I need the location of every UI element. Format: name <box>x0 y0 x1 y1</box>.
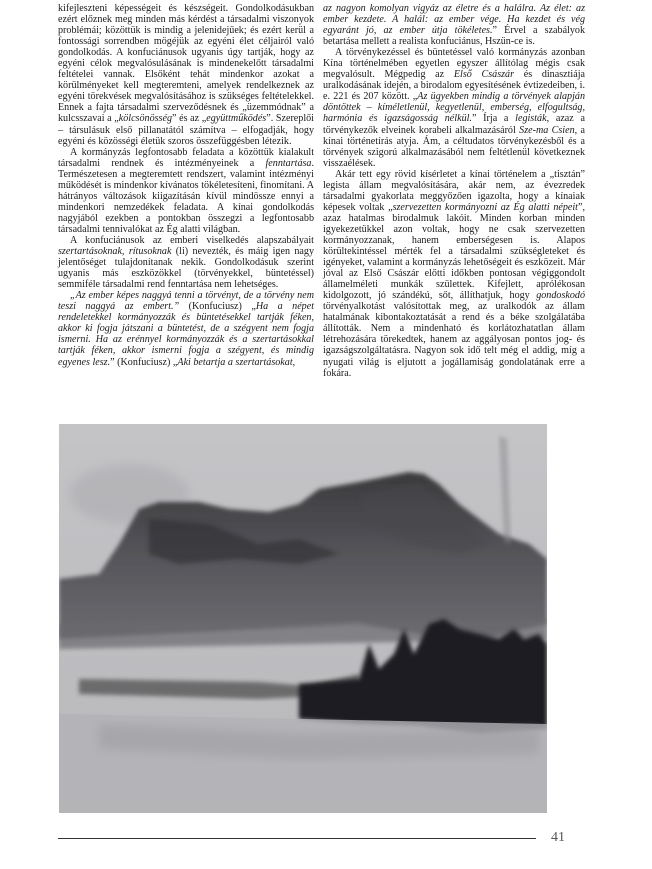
italic-text: szertartásoknak, rítusoknak <box>58 246 172 258</box>
left-text-column <box>58 3 314 368</box>
text-run: ” Érvel a szabályok betartása mellett a realista konfuciánus, Hszün-ce is. <box>323 25 586 48</box>
footer-rule <box>58 838 536 839</box>
text-run: A kormányzás legfontosabb feladata a közöttük kialakult társadalmi rendnek és intézményeinek a <box>58 146 314 169</box>
italic-text: az nagyon komolyan vigyáz az életre és a halálra. Az élet: az ember kezdete. A halál: az ember vége. Ha kezdet és vég egyaránt jó, az ember útja tökéletes. <box>323 3 585 37</box>
landscape-illustration-icon <box>59 424 547 813</box>
paragraph <box>58 147 314 235</box>
paragraph <box>323 47 585 169</box>
text-run: Akár tett egy rövid kísérletet a kínai történelem a „tisztán” legista állam megvalósítására, akár nem, az évezredek társadalmi gyakorlata meggyőzően igazolta, hogy a kínaiak képesek voltak „ <box>323 168 585 213</box>
paragraph <box>58 3 314 147</box>
text-run: kifejleszteni képességeit és készségeit. Gondolkodásukban ezért előznek meg minden más kérdést a társadalmi viszonyok problémái; közöttük is mindig a jelenidejűek; és ezért kerül a fontossági sorrendben mögéjük az egyéni élet céljairól való gondolkodás. A konfuciánusok ugyanis úgy tartják, hogy az egyéni célok megvalósulásának is mindenekelőtt társadalmi feltételei vannak. Elsőként tehát mindenkor azokat a körülményeket kell megteremteni, amelyek rendelkeznek az egyéni törekvések megvalósításához is szükséges feltételekkel. Ennek a fajta társadalmi szerveződésnek és „üzemmódnak” a kulcsszavai a „ <box>58 3 314 125</box>
text-run: ” és az „ <box>172 113 207 125</box>
text-run: (Konfuciusz) „ <box>179 301 256 313</box>
text-run: ” Írja a <box>471 113 516 125</box>
text-run: törvényalkotást valósítottak meg, az uralkodók az állam hatalmának kibontakoztatását a rend és a béke szolgálatába állították. Nem a mindenható és korlátozhatatlan állam létrehozására törekedtek, hanem az aggályosan pontos jog- és igazságszolgáltatásra. Nagyon sok idő telt még el addig, míg a nyugati világ is eljutott a jogállamiság gondolatának erre a fokára. <box>323 301 585 379</box>
text-run: , a kínai történetírás atyja. Ám, a céltudatos törvénykezésből és a törvények szigorú alkalmazásából nem feltétlenül következnek visszaélések. <box>323 124 585 169</box>
text-run: A konfuciánusok az emberi viselkedés alapszabályait <box>70 234 314 246</box>
text-run: ” (Konfuciusz) „ <box>110 356 178 368</box>
italic-text: Első Császár <box>453 69 515 81</box>
text-run: . Természetesen a megteremtett rendszert, valamint intézményi működését is mindenkor kívánatos tökéletesíteni, finomítani. A hátrányos változások kiigazításán kívül mindössze ennyi a mindenkori nemzedékek feladata. A kínai gondolkodás nagyjából ezekben a pontokban összegzi a legfontosabb társadalmi tennivalókat az Ég alatti világban. <box>58 157 314 235</box>
italic-text: gondoskodó <box>536 290 585 302</box>
italic-text: Ha a népet rendeletekkel kormányozzák és büntetésekkel tartják féken, akkor ki fogja játszani a büntetést, de a szégyent nem fogja ismerni. Ha az erénnyel kormányozzák és a szertartásokkal tartják féken, akkor ismerni fogja a szégyent, és mindig egyenes lesz. <box>58 301 315 368</box>
paragraph <box>58 235 314 290</box>
paragraph <box>323 3 585 47</box>
text-run: és dinasztiája uralkodásának idején, a birodalom egyesítésének évtizedeiben, i. e. 221 és 207 között. „ <box>323 69 585 103</box>
text-run: (li) nevezték, és máig igen nagy jelentőséget tulajdonítanak nekik. Gondolkodásuk szerint ugyanis más eszközökkel (törvényekkel, büntetéssel) semmiféle társadalmi rend fenntartása nem lehetséges. <box>58 246 314 291</box>
italic-text: együttműködés <box>206 113 267 125</box>
text-run: ”. Szereplői – társulásuk első pillanatától számítva – elfogadják, hogy egyéni és közösségi életük szoros összefüggésben létezik. <box>58 113 314 147</box>
italic-text: fenntartása <box>265 157 312 169</box>
page-number: 41 <box>551 830 565 845</box>
italic-text: legisták <box>515 113 547 125</box>
italic-text: „Az ember képes naggyá tenni a törvényt, de a törvény nem teszi naggyá az embert.” <box>58 290 314 313</box>
italic-text: Sze-ma Csien <box>519 124 575 136</box>
italic-text: Aki betartja a szertartásokat, <box>177 356 296 368</box>
right-text-column <box>323 3 585 379</box>
ink-wash-landscape-painting <box>59 424 547 813</box>
text-run: ”, azaz hatalmas birodalmuk lakóit. Minden korban minden igyekezetükkel azon voltak, hogy ne csak szervezetten kormányozzanak, hanem emberségesen is. Alapos körültekintéssel mérték fel a társadalmi szükségleteket és igényeket, valamint a kormányzás lehetőségeit és eszközeit. Már jóval az Első Császár előtti időkben pontosan végiggondolt államelméleti munkák születtek. Kifejlett, aprólékosan kidolgozott, jó szándékú, sőt, állíthatjuk, hogy <box>323 201 585 302</box>
paragraph <box>323 169 585 379</box>
italic-text: kölcsönösség <box>118 113 173 125</box>
text-run: , azaz a törvénykezők elveinek korabeli alkalmazásáról <box>323 113 585 136</box>
paragraph <box>58 290 314 367</box>
text-run: A törvénykezéssel és büntetéssel való kormányzás azonban Kína történelmében egyetlen egyszer állítólag mégis csak megvalósult. Mégpedig az <box>323 47 585 81</box>
italic-text: szervezetten kormányozni az Ég alatti népeit <box>392 201 578 213</box>
italic-text: Az ügyekben mindig a törvények alapján döntöttek – kíméletlenül, kegyetlenül, emberség, elfogultság, harmónia és igazságosság nélkül. <box>323 91 585 125</box>
